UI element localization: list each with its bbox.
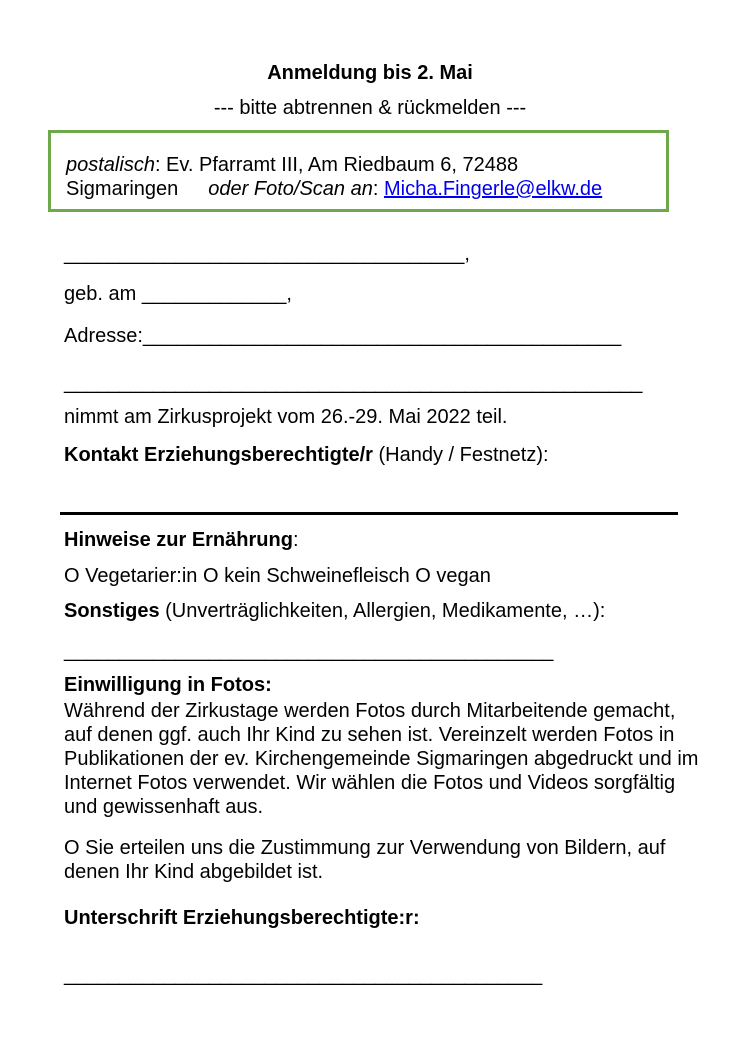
other-input-line[interactable]: ____________________________________________ <box>64 640 554 662</box>
nutrition-options[interactable]: O Vegetarier:in O kein Schweinefleisch O vegan <box>64 565 491 587</box>
postal-city: Sigmaringen <box>66 178 179 200</box>
postal-address-box <box>48 130 669 212</box>
photo-consent-paragraph: Während der Zirkustage werden Fotos durch Mitarbeitende gemacht, auf denen ggf. auch Ihr Kind zu sehen ist. Vereinzelt werden Fotos in Publikationen der ev. Kirchengemeinde Sigmaringen abgedruckt und im Internet Fotos verwendet. Wir wählen die Fotos und Videos sorgfältig und gewissenhaft aus. <box>64 700 699 818</box>
photo-consent-heading: Einwilligung in Fotos: <box>64 674 272 696</box>
contact-input-line[interactable] <box>60 512 678 515</box>
form-subtitle: --- bitte abtrennen & rückmelden --- <box>213 97 527 119</box>
scan-colon: : <box>372 178 379 200</box>
signature-label: Unterschrift Erziehungsberechtigte:r: <box>64 907 420 929</box>
scan-label: oder Foto/Scan an <box>208 178 373 200</box>
address-line-2[interactable]: ____________________________________________________ <box>64 372 643 394</box>
postal-city-line <box>66 178 602 201</box>
address-line[interactable]: Adresse:___________________________________________ <box>64 325 622 347</box>
nutrition-heading-line <box>64 529 299 552</box>
email-link[interactable]: Micha.Fingerle@elkw.de <box>383 178 603 200</box>
other-hint: (Unverträglichkeiten, Allergien, Medikamente, …): <box>159 600 606 622</box>
participation-text: nimmt am Zirkusprojekt vom 26.-29. Mai 2022 teil. <box>64 406 508 428</box>
contact-hint: (Handy / Festnetz): <box>372 444 549 466</box>
other-label-line <box>64 600 605 623</box>
birthdate-line[interactable]: geb. am _____________, <box>64 283 292 305</box>
other-label: Sonstiges <box>64 600 160 622</box>
signature-line[interactable]: ___________________________________________ <box>64 964 543 986</box>
name-line[interactable]: ____________________________________, <box>64 243 470 265</box>
contact-label: Kontakt Erziehungsberechtigte/r <box>64 444 373 466</box>
postal-address: : Ev. Pfarramt III, Am Riedbaum 6, 72488 <box>154 154 519 176</box>
postal-label: postalisch <box>66 154 155 176</box>
form-title: Anmeldung bis 2. Mai <box>267 62 473 84</box>
contact-label-line <box>64 444 549 467</box>
nutrition-colon: : <box>292 529 299 551</box>
photo-consent-option[interactable]: O Sie erteilen uns die Zustimmung zur Verwendung von Bildern, auf denen Ihr Kind abgebildet ist. <box>64 837 666 883</box>
postal-address-line <box>66 154 518 177</box>
nutrition-heading: Hinweise zur Ernährung <box>64 529 293 551</box>
